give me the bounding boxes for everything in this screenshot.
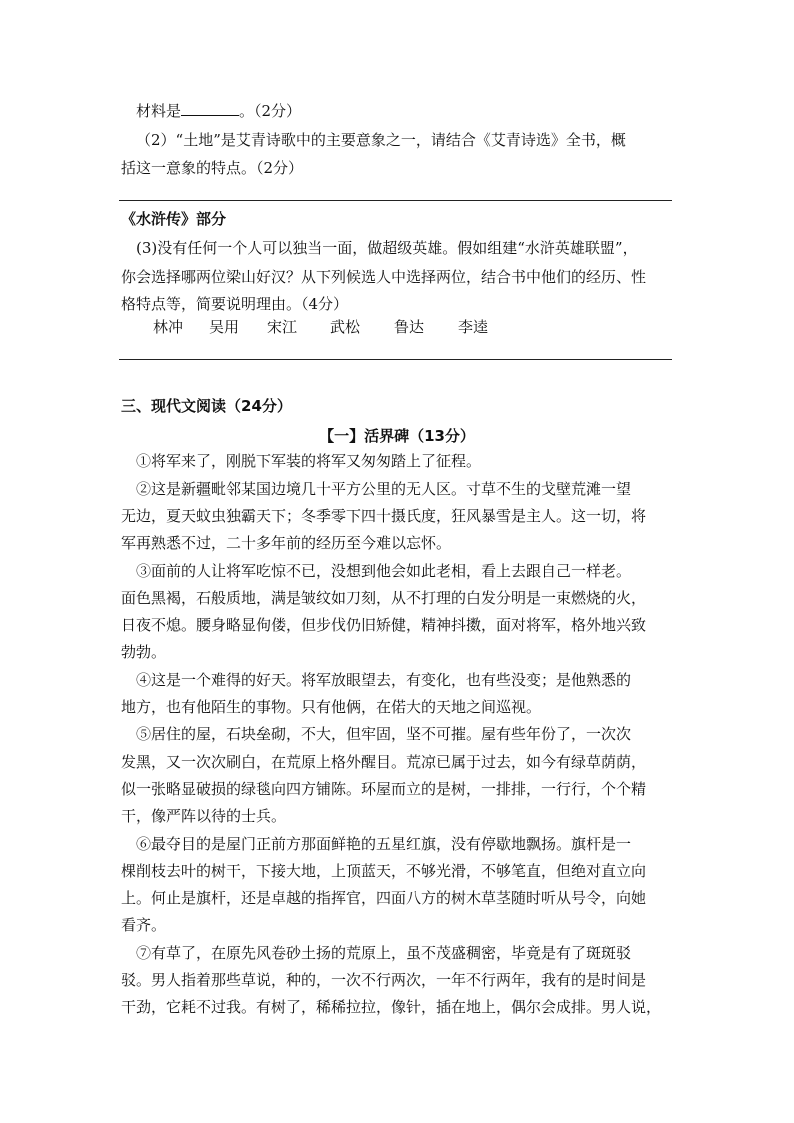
paragraph-line: 发黑，又一次次刷白，在荒原上格外醒目。荒凉已属于过去，如今有绿草荫荫， [121,753,647,771]
candidate: 武松 [330,318,361,336]
paragraph-line: 驳。男人指着那些草说，种的，一次不行两次，一年不行两年，我有的是时间是 [121,971,647,989]
shuihu-heading: 《水浒传》部分 [121,210,227,228]
paragraph-line: 面色黑褐，石般质地，满是皱纹如刀刻，从不打理的白发分明是一束燃烧的火， [121,589,647,607]
answer-blank[interactable] [181,101,239,116]
paragraph-line: ⑥最夺目的是屋门正前方那面鲜艳的五星红旗，没有停歇地飘扬。旗杆是一 [136,835,632,853]
divider [119,359,672,360]
shuihu-line-3: 格特点等，简要说明理由。（4分） [121,295,349,313]
q2-line-2: 括这一意象的特点。（2分） [121,159,304,177]
candidate: 林冲 [153,318,184,336]
passage-title: 【一】活界碑（13分） [319,427,475,445]
shuihu-line-2: 你会选择哪两位梁山好汉？从下列候选人中选择两位，结合书中他们的经历、性 [121,268,647,286]
candidate: 宋江 [267,318,298,336]
paragraph-line: ③面前的人让将军吃惊不已，没想到他会如此老相，看上去跟自己一样老。 [136,562,632,580]
paragraph-line: ④这是一个难得的好天。将军放眼望去，有变化，也有些没变；是他熟悉的 [136,671,632,689]
paragraph-line: 干，像严阵以待的士兵。 [121,807,287,825]
candidate: 吴用 [209,318,240,336]
shuihu-line-1: (3)没有任何一个人可以独当一面，做超级英雄。假如组建“水浒英雄联盟”， [136,239,638,257]
paragraph-line: 军再熟悉不过，二十多年前的经历至今难以忘怀。 [121,534,452,552]
paragraph-line: 地方，也有他陌生的事物。只有他俩，在偌大的天地之间巡视。 [121,698,542,716]
paragraph-line: 似一张略显破损的绿毯向四方铺陈。环屋而立的是树，一排排，一行行，个个精 [121,780,647,798]
section-heading: 三、现代文阅读（24分） [121,397,292,415]
paragraph-line: 上。何止是旗杆，还是卓越的指挥官，四面八方的树木草茎随时听从号令，向她 [121,889,647,907]
paragraph-line: 看齐。 [121,916,167,934]
paragraph-line: 无边，夏天蚊虫独霸天下；冬季零下四十摄氏度，狂风暴雪是主人。这一切，将 [121,507,647,525]
candidate: 李逵 [458,318,489,336]
q1-suffix: 。（2分） [239,102,302,120]
paragraph-line: ①将军来了，刚脱下军装的将军又匆匆踏上了征程。 [136,452,482,470]
paragraph-line: 勃勃。 [121,643,167,661]
candidate: 鲁达 [394,318,425,336]
paragraph-line: ②这是新疆毗邻某国边境几十平方公里的无人区。寸草不生的戈壁荒滩一望 [136,480,632,498]
divider [119,200,672,201]
q1-answer-line [136,101,687,121]
paragraph-line: 棵削枝去叶的树干，下接大地，上顶蓝天，不够光滑，不够笔直，但绝对直立向 [121,862,647,880]
q2-line-1: （2）“土地”是艾青诗歌中的主要意象之一，请结合《艾青诗选》全书，概 [136,131,626,149]
paragraph-line: ⑤居住的屋，石块垒砌，不大，但牢固，坚不可摧。屋有些年份了，一次次 [136,725,632,743]
q1-prefix: 材料是 [136,102,182,120]
paragraph-line: 干劲，它耗不过我。有树了，稀稀拉拉，像针，插在地上，偶尔会成排。男人说， [121,998,662,1016]
paragraph-line: ⑦有草了，在原先风卷砂土扬的荒原上，虽不茂盛稠密，毕竟是有了斑斑驳 [136,944,632,962]
paragraph-line: 日夜不熄。腰身略显佝偻，但步伐仍旧矫健，精神抖擞，面对将军，格外地兴致 [121,616,647,634]
